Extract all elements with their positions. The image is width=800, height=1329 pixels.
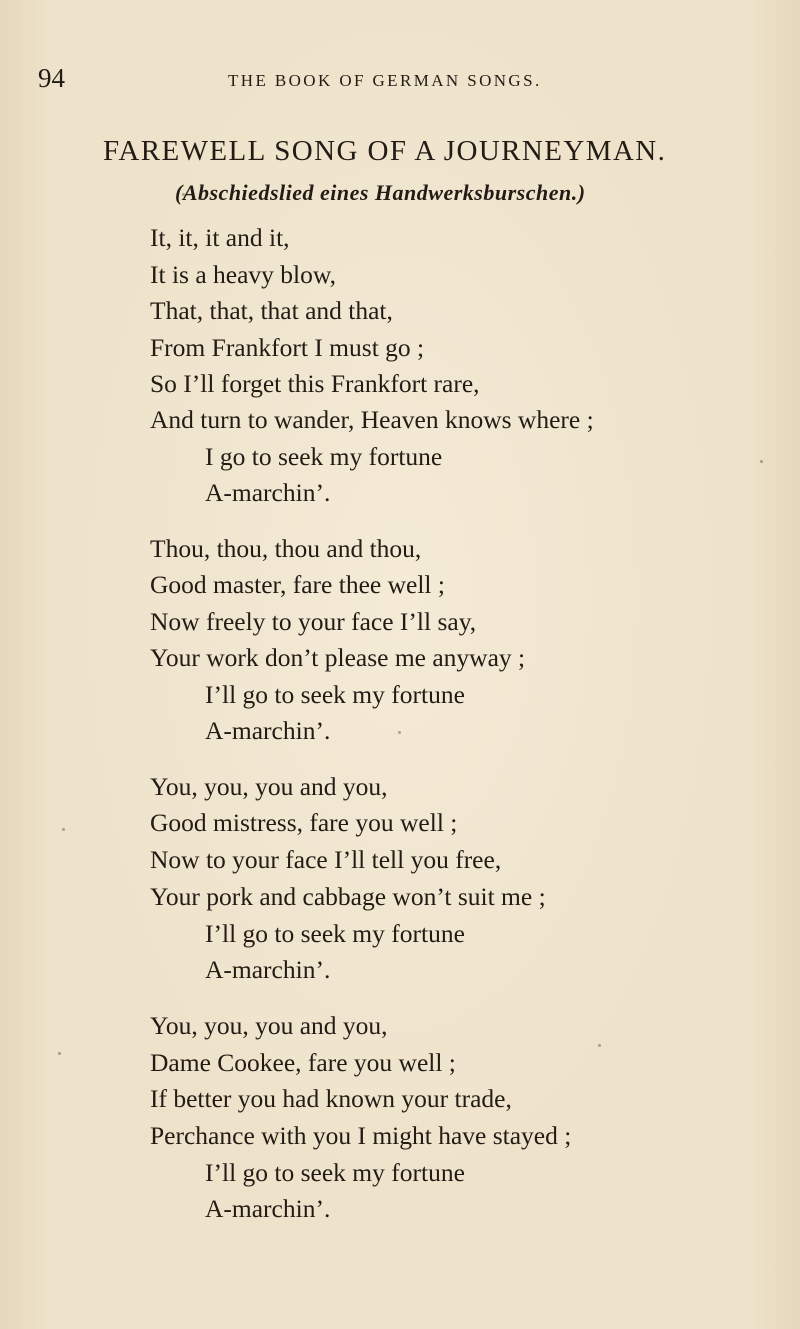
running-head: THE BOOK OF GERMAN SONGS.: [228, 71, 542, 90]
refrain-line: A-marchin’.: [205, 1194, 331, 1223]
verse-line: Your pork and cabbage won’t suit me ;: [150, 882, 546, 911]
refrain-line: I’ll go to seek my fortune: [205, 1158, 465, 1187]
paper-speck: [182, 193, 185, 196]
verse-line: It is a heavy blow,: [150, 260, 337, 289]
verse-line: Good mistress, fare you well ;: [150, 808, 458, 837]
paper-speck: [58, 1052, 61, 1055]
verse-line: Now to your face I’ll tell you free,: [150, 845, 502, 874]
paper-speck: [398, 731, 401, 734]
refrain-line: I’ll go to seek my fortune: [205, 919, 465, 948]
verse-line: From Frankfort I must go ;: [150, 333, 425, 362]
paper-speck: [598, 1044, 601, 1047]
verse-line: It, it, it and it,: [150, 223, 290, 252]
song-title: FAREWELL SONG OF A JOURNEYMAN.: [103, 135, 667, 167]
refrain-line: A-marchin’.: [205, 478, 331, 507]
verse-line: Now freely to your face I’ll say,: [150, 607, 477, 636]
refrain-line: A-marchin’.: [205, 955, 331, 984]
verse-line: And turn to wander, Heaven knows where ;: [150, 405, 594, 434]
verse-line: If better you had known your trade,: [150, 1084, 512, 1113]
refrain-line: A-marchin’.: [205, 716, 331, 745]
verse-line: Good master, fare thee well ;: [150, 570, 445, 599]
paper-speck: [62, 828, 65, 831]
song-original-title: (Abschiedslied eines Handwerksburschen.): [175, 180, 586, 205]
refrain-line: I go to seek my fortune: [205, 442, 443, 471]
verse-line: You, you, you and you,: [150, 772, 388, 801]
verse-line: You, you, you and you,: [150, 1011, 388, 1040]
paper-speck: [760, 460, 763, 463]
refrain-line: I’ll go to seek my fortune: [205, 680, 465, 709]
verse-line: Your work don’t please me anyway ;: [150, 643, 526, 672]
verse-line: So I’ll forget this Frankfort rare,: [150, 369, 480, 398]
page-number: 94: [38, 63, 65, 93]
verse-line: Dame Cookee, fare you well ;: [150, 1048, 456, 1077]
verse-line: Thou, thou, thou and thou,: [150, 534, 422, 563]
verse-line: That, that, that and that,: [150, 296, 393, 325]
verse-line: Perchance with you I might have stayed ;: [150, 1121, 572, 1150]
